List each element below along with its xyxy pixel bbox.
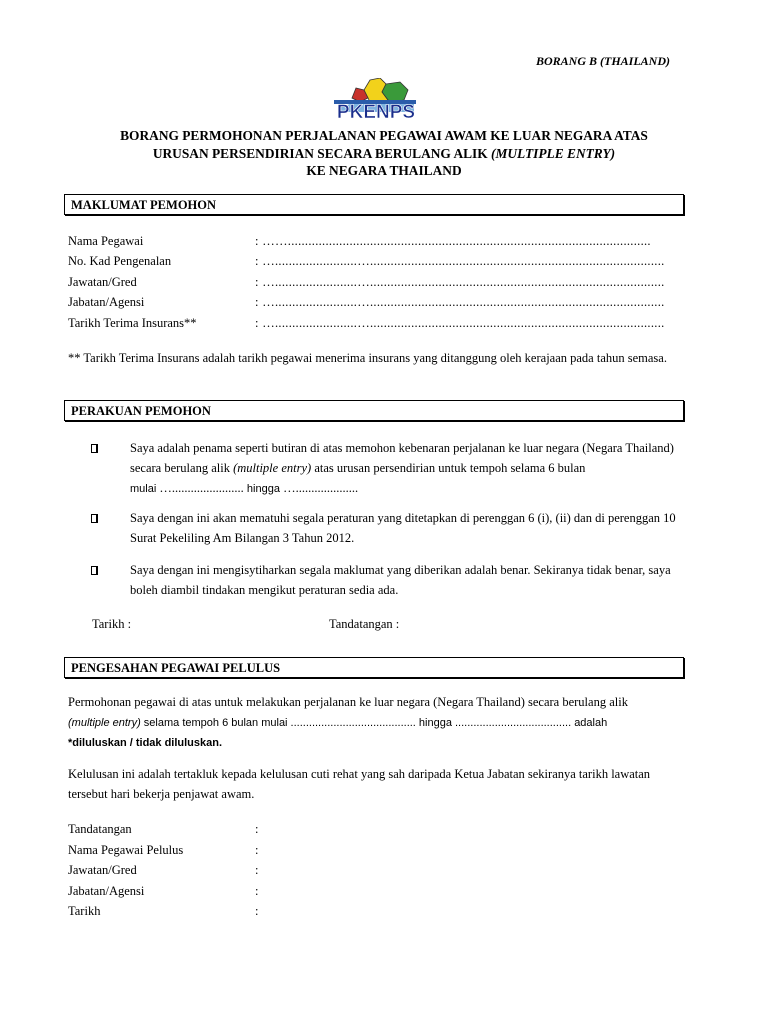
approver-label-jabatan: Jabatan/Agensi [68, 884, 145, 898]
approver-input-tandatangan[interactable]: : [255, 822, 259, 836]
pkenps-logo [330, 78, 422, 124]
approver-input-tarikh[interactable]: : [255, 904, 259, 918]
declaration-1-hingga: hingga [246, 483, 280, 495]
approver-label-nama: Nama Pegawai Pelulus [68, 843, 184, 857]
approval-condition-note: Kelulusan ini adalah tertakluk kepada kelulusan cuti rehat yang sah daripada Ketua Jabatan sekiranya tarikh lawatan tersebut hari bekerja penjawat awam. [68, 767, 651, 801]
field-label-jawatan: Jawatan/Gred [68, 275, 137, 289]
field-label-jabatan: Jabatan/Agensi [68, 295, 145, 309]
applicant-date-label: Tarikh : [92, 617, 132, 631]
section-header-pengesahan: PENGESAHAN PEGAWAI PELULUS [64, 657, 684, 678]
field-label-tarikh-insurans: Tarikh Terima Insurans** [68, 316, 197, 330]
approver-input-nama[interactable]: : [255, 843, 259, 857]
approver-label-tarikh: Tarikh [68, 904, 101, 918]
declaration-1-italic: (multiple entry) [233, 461, 312, 475]
field-input-tarikh-insurans[interactable]: : …........................…...................................................................................... [255, 316, 665, 330]
field-input-no-kad[interactable]: : …........................…...................................................................................... [255, 254, 665, 268]
field-label-nama-pegawai: Nama Pegawai [68, 234, 144, 248]
title-line-2 [40, 145, 728, 163]
section-header-perakuan-pemohon: PERAKUAN PEMOHON [64, 400, 684, 421]
declaration-1-mulai: mulai [130, 483, 157, 495]
approval-decision: *diluluskan / tidak diluluskan. [68, 737, 223, 749]
declaration-checkbox-1[interactable] [91, 444, 98, 453]
title-line-3: KE NEGARA THAILAND [306, 163, 462, 178]
approval-line-1: Permohonan pegawai di atas untuk melakukan perjalanan ke luar negara (Negara Thailand) secara berulang alik [68, 695, 628, 709]
declaration-1-end-date-input[interactable]: ….................... [279, 481, 359, 495]
field-label-no-kad: No. Kad Pengenalan [68, 254, 172, 268]
form-title [40, 127, 728, 180]
title-line-2-text: URUSAN PERSENDIRIAN SECARA BERULANG ALIK [152, 145, 492, 161]
declaration-checkbox-3[interactable] [91, 566, 98, 575]
declaration-item-2: Saya dengan ini akan mematuhi segala peraturan yang ditetapkan di perenggan 6 (i), (ii) dan di perenggan 10 Surat Pekeliling Am Bilangan 3 Tahun 2012. [130, 511, 676, 545]
declaration-1-text-a: Saya adalah penama seperti butiran di atas memohon kebenaran perjalanan ke luar negara (Negara Thailand) secara berulang alik [130, 441, 674, 475]
approval-italic: (multiple entry) [68, 717, 141, 729]
applicant-signature-label: Tandatangan : [329, 617, 400, 631]
approver-label-jawatan: Jawatan/Gred [68, 863, 137, 877]
svg-text:PKENPS: PKENPS [336, 102, 416, 123]
approver-input-jabatan[interactable]: : [255, 884, 259, 898]
declaration-item-1 [130, 438, 690, 499]
field-input-jawatan[interactable]: : …........................…...................................................................................... [255, 275, 665, 289]
form-code: BORANG B (THAILAND) [535, 54, 670, 68]
title-line-2-italic: (MULTIPLE ENTRY) [491, 145, 616, 161]
declaration-1-start-date-input[interactable]: …....................... [156, 481, 247, 495]
field-input-nama-pegawai[interactable]: : …….......................................................................................................... [255, 234, 651, 248]
approval-line-2 [68, 712, 688, 733]
field-input-jabatan[interactable]: : …........................…...................................................................................... [255, 295, 665, 309]
declaration-checkbox-2[interactable] [91, 514, 98, 523]
approval-paragraph [68, 692, 688, 753]
approval-period-text: selama tempoh 6 bulan mulai ......................................... hingga ...................................... adalah [140, 717, 608, 729]
insurance-note: ** Tarikh Terima Insurans adalah tarikh pegawai menerima insurans yang ditanggung oleh kerajaan pada tahun semasa. [68, 351, 667, 365]
declaration-item-3: Saya dengan ini mengisytiharkan segala maklumat yang diberikan adalah benar. Sekiranya tidak benar, saya boleh diambil tindakan mengikut peraturan sedia ada. [130, 563, 671, 597]
approver-input-jawatan[interactable]: : [255, 863, 259, 877]
approver-label-tandatangan: Tandatangan [68, 822, 132, 836]
title-line-1: BORANG PERMOHONAN PERJALANAN PEGAWAI AWAM KE LUAR NEGARA ATAS [120, 128, 648, 143]
declaration-1-text-b: atas urusan persendirian untuk tempoh selama 6 bulan [311, 461, 586, 475]
section-header-maklumat-pemohon: MAKLUMAT PEMOHON [64, 194, 684, 215]
